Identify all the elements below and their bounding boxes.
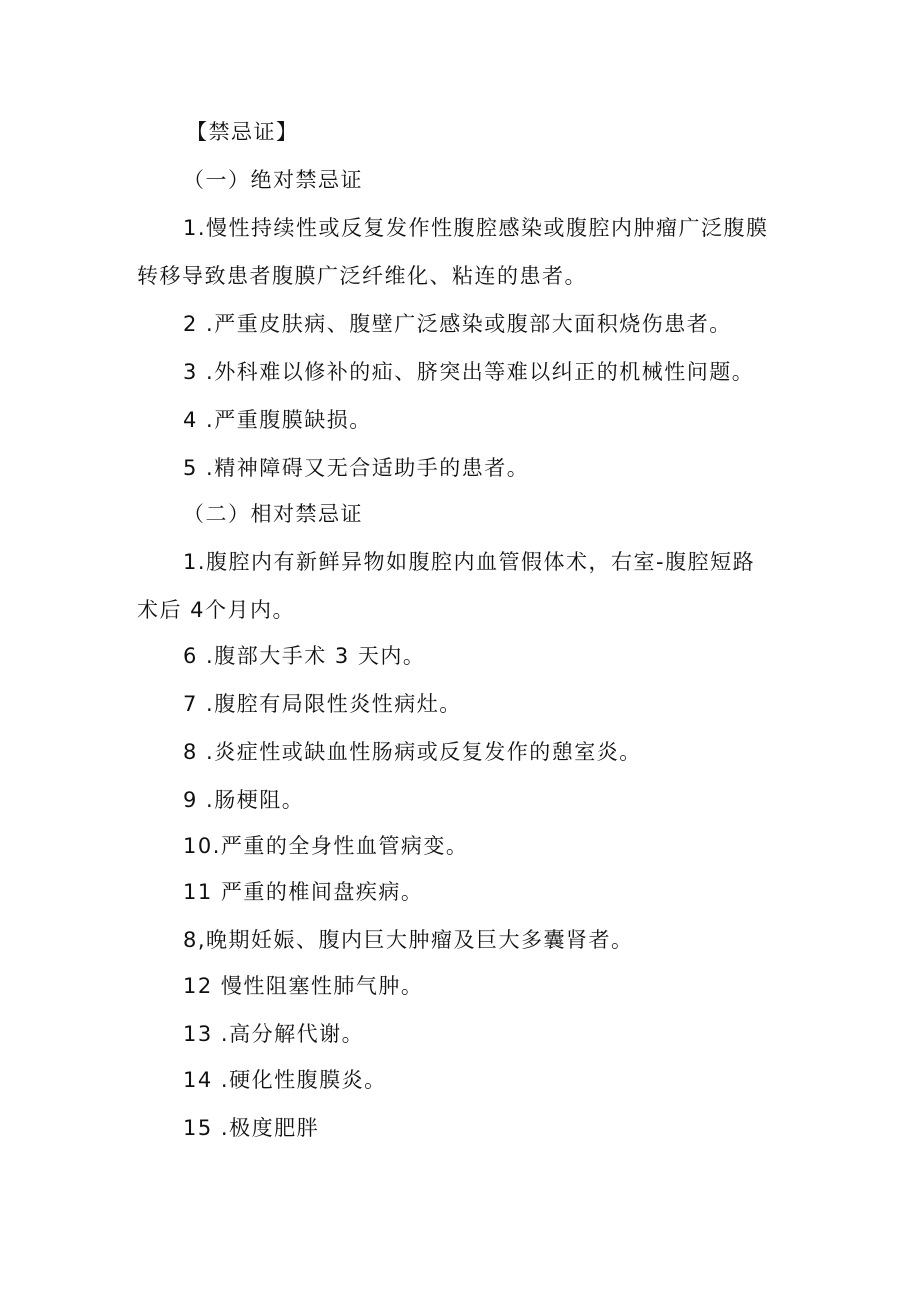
list-item: 8,晚期妊娠、腹内巨大肿瘤及巨大多囊肾者。: [183, 928, 634, 952]
list-item: 9 .肠梗阻。: [183, 788, 305, 812]
section-title-relative: （二）相对禁忌证: [183, 502, 363, 526]
list-item: 4 .严重腹膜缺损。: [183, 408, 372, 432]
list-item: 1.慢性持续性或反复发作性腹腔感染或腹腔内肿瘤广泛腹膜: [183, 216, 769, 240]
list-item: 8 .炎症性或缺血性肠病或反复发作的憩室炎。: [183, 740, 642, 764]
list-item: 6 .腹部大手术 3 天内。: [183, 644, 426, 668]
list-item: 3 .外科难以修补的疝、脐突出等难以纠正的机械性问题。: [183, 360, 755, 384]
list-item: 1.腹腔内有新鲜异物如腹腔内血管假体术，右室-腹腔短路: [183, 550, 756, 574]
list-item: 15 .极度肥胖: [183, 1116, 320, 1140]
list-item-continuation: 转移导致患者腹膜广泛纤维化、粘连的患者。: [137, 264, 587, 288]
list-item: 2 .严重皮肤病、腹壁广泛感染或腹部大面积烧伤患者。: [183, 312, 732, 336]
list-item: 14 .硬化性腹膜炎。: [183, 1068, 387, 1092]
list-item: 5 .精神障碍又无合适助手的患者。: [183, 456, 530, 480]
list-item: 7 .腹腔有局限性炎性病灶。: [183, 692, 462, 716]
list-item-continuation: 术后 4个月内。: [137, 598, 296, 622]
list-item: 11 严重的椎间盘疾病。: [183, 880, 424, 904]
section-title-absolute: （一）绝对禁忌证: [183, 168, 363, 192]
list-item: 13 .高分解代谢。: [183, 1022, 365, 1046]
list-item: 10.严重的全身性血管病变。: [183, 834, 469, 858]
heading: 【禁忌证】: [186, 120, 299, 144]
list-item: 12 慢性阻塞性肺气肿。: [183, 974, 424, 998]
